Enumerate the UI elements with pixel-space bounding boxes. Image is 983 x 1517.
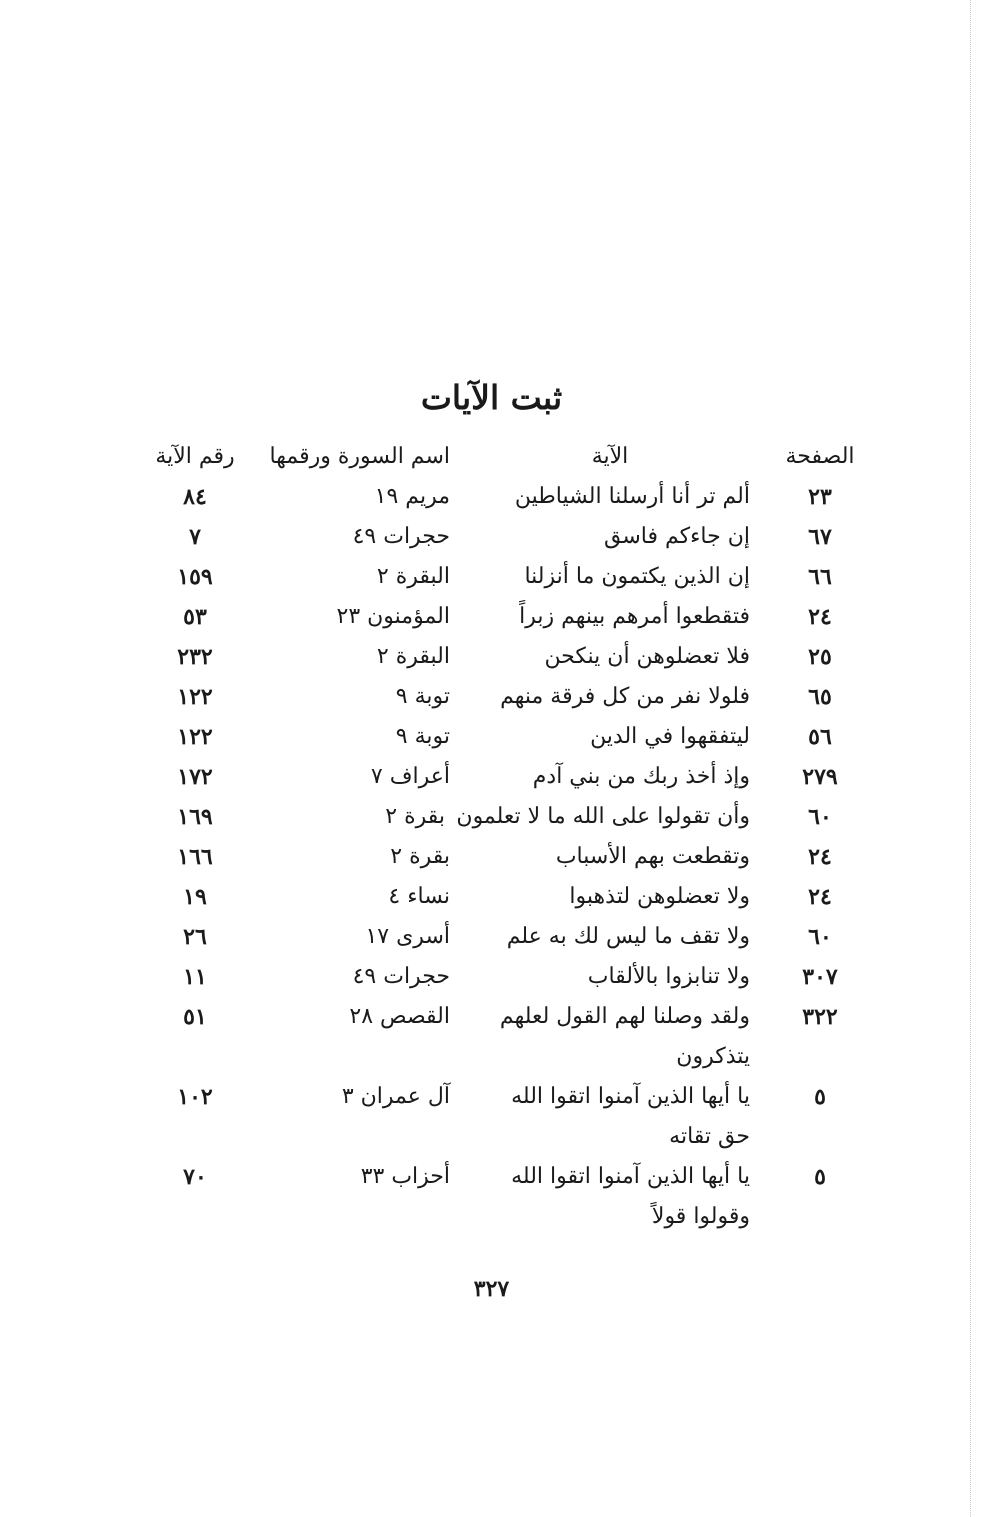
row-verse-number: ١٥٩ [177,564,213,590]
table-header-row [140,437,860,477]
table-row [140,917,860,957]
row-surah: أحزاب ٣٣ [360,1164,450,1189]
row-page: ٦٥ [808,684,832,710]
row-page: ٢٤ [808,604,832,630]
row-surah: بقرة ٢ [390,844,450,869]
row-surah: البقرة ٢ [376,564,450,589]
table-row [140,517,860,557]
table-row [140,557,860,597]
row-verse: إن الذين يكتمون ما أنزلنا [524,564,750,589]
row-surah: أعراف ٧ [370,764,450,789]
row-page: ٦٠ [808,804,832,830]
page-title: ثبت الآيات [420,378,563,417]
row-verse: ليتفقهوا في الدين [590,724,750,749]
header-verse-number: رقم الآية [155,444,235,469]
row-verse-number: ١٦٦ [177,844,213,870]
row-page: ٦٦ [808,564,832,590]
page-number: ٣٢٧ [473,1276,510,1302]
row-verse: ألم تر أنا أرسلنا الشياطين [514,484,750,509]
row-verse: ولا تعضلوهن لتذهبوا [569,884,750,909]
table-row [140,757,860,797]
row-verse-number: ١٦٩ [177,804,213,830]
table-row [140,677,860,717]
row-page: ٣٢٢ [802,1004,838,1030]
row-page: ٥ [814,1084,826,1110]
row-page: ٢٥ [808,644,832,670]
row-surah: نساء ٤ [388,884,450,909]
row-surah: توبة ٩ [395,684,450,709]
row-page: ٦٠ [808,924,832,950]
row-verse: ولا تقف ما ليس لك به علم [506,924,750,949]
verses-table [140,437,860,1237]
row-surah: المؤمنون ٢٣ [336,604,450,629]
table-row [140,637,860,677]
row-page: ٥٦ [808,724,832,750]
row-verse: يا أيها الذين آمنوا اتقوا الله وقولوا قولاً [511,1164,750,1229]
row-verse: ولا تنابزوا بالألقاب [587,964,750,989]
row-verse: فلولا نفر من كل فرقة منهم [500,684,750,709]
row-surah: حجرات ٤٩ [352,524,450,549]
row-verse-number: ٥١ [183,1004,207,1030]
row-verse-number: ٢٣٢ [177,644,213,670]
row-page: ٣٠٧ [802,964,838,990]
row-verse-number: ٨٤ [183,484,207,510]
row-verse-number: ٢٦ [183,924,207,950]
row-page: ٦٧ [808,524,832,550]
row-surah: البقرة ٢ [376,644,450,669]
row-surah: توبة ٩ [395,724,450,749]
row-surah: أسرى ١٧ [365,924,450,949]
row-verse-number: ١١ [183,964,207,990]
row-page: ٥ [814,1164,826,1190]
row-verse-number: ٧ [189,524,201,550]
header-surah: اسم السورة ورقمها [269,444,450,469]
row-verse: ولقد وصلنا لهم القول لعلهم يتذكرون [499,1004,750,1069]
row-surah: القصص ٢٨ [349,1004,450,1029]
row-verse: فتقطعوا أمرهم بينهم زبراً [519,604,750,629]
row-verse: يا أيها الذين آمنوا اتقوا الله حق تقاته [511,1084,750,1149]
row-page: ٢٤ [808,844,832,870]
table-row [140,877,860,917]
row-verse: وإذ أخذ ربك من بني آدم [532,764,750,789]
row-surah: آل عمران ٣ [341,1084,450,1109]
row-verse-number: ٥٣ [183,604,207,630]
table-row [140,837,860,877]
row-verse-number: ١٢٢ [177,684,213,710]
table-row [140,957,860,997]
table-row [140,1077,860,1157]
row-verse-number: ١٩ [183,884,207,910]
table-row [140,597,860,637]
table-row [140,477,860,517]
row-verse: إن جاءكم فاسق [603,524,750,549]
table-row [140,1157,860,1237]
row-verse: وأن تقولوا على الله ما لا تعلمون [456,804,750,829]
row-verse-number: ١٠٢ [177,1084,213,1110]
row-page: ٢٤ [808,884,832,910]
row-page: ٢٣ [808,484,832,510]
row-verse: وتقطعت بهم الأسباب [555,844,750,869]
row-verse: فلا تعضلوهن أن ينكحن [544,644,750,669]
table-row [140,717,860,757]
row-verse-number: ١٢٢ [177,724,213,750]
row-surah: حجرات ٤٩ [352,964,450,989]
row-page: ٢٧٩ [802,764,838,790]
row-surah: بقرة ٢ [385,804,445,829]
header-page: الصفحة [785,444,855,469]
row-surah: مريم ١٩ [374,484,450,509]
header-verse: الآية [591,444,629,469]
table-row [140,997,860,1077]
table-row [140,797,860,837]
row-verse-number: ٧٠ [183,1164,207,1190]
row-verse-number: ١٧٢ [177,764,213,790]
